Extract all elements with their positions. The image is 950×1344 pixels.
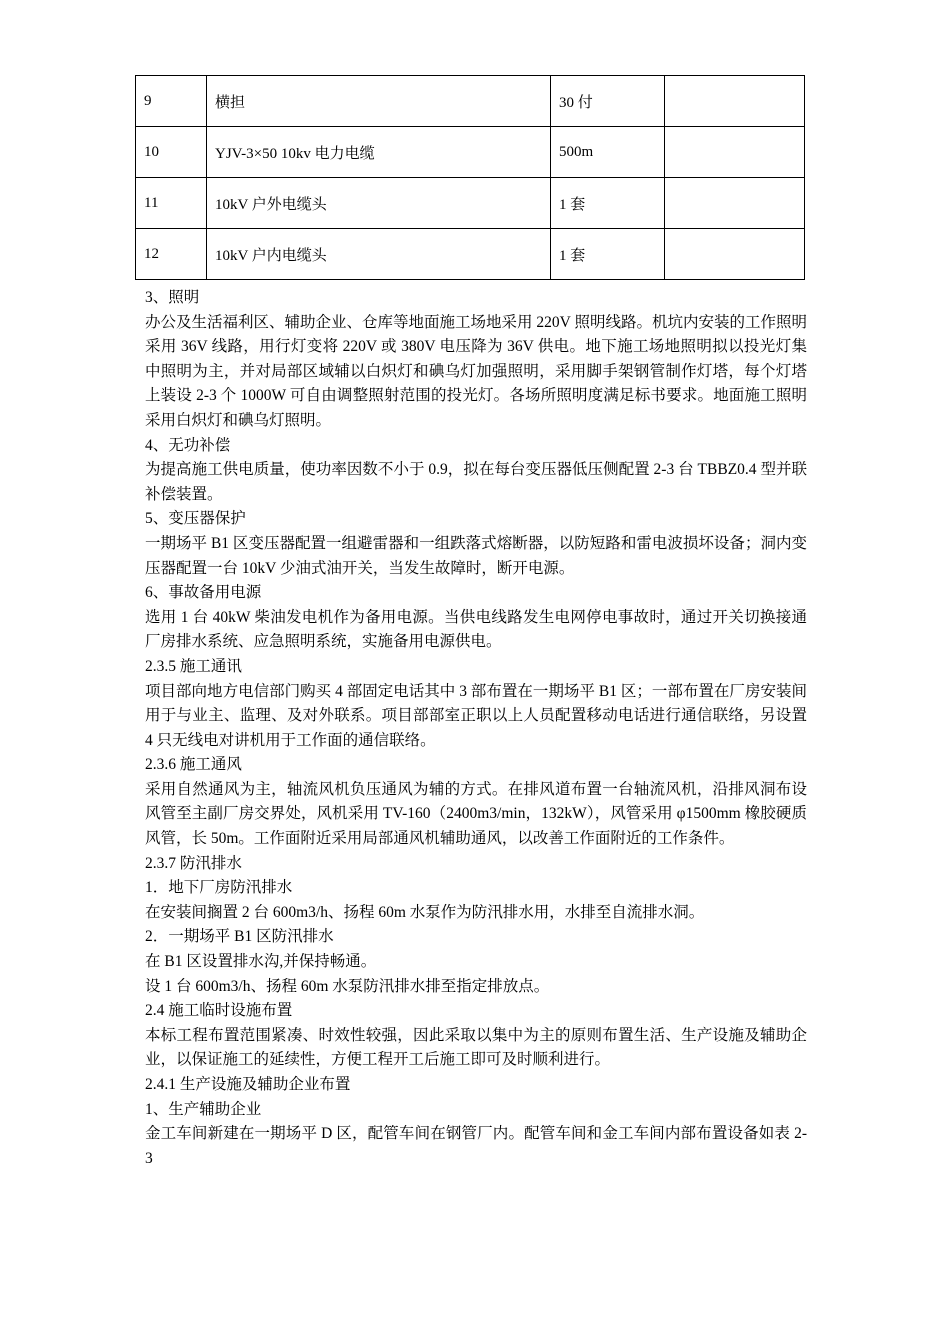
heading-lighting: 3、照明 xyxy=(145,289,200,306)
row-number-cell: 9 xyxy=(136,76,207,127)
item-name-cell: 横担 xyxy=(207,76,551,127)
paragraph-backup-power: 选用 1 台 40kW 柴油发电机作为备用电源。当供电线路发生电网停电事故时，通过开关切换接通厂房排水系统、应急照明系统，实施备用电源供电。 xyxy=(145,608,807,651)
paragraph-underground-drainage: 在安装间搁置 2 台 600m3/h、扬程 60m 水泵作为防汛排水用，水排至自流排水洞。 xyxy=(145,903,705,921)
paragraph-transformer-protection: 一期场平 B1 区变压器配置一组避雷器和一组跌落式熔断器，以防短路和雷电波损坏设备；洞内变压器配置一台 10kV 少油式油开关，当发生故障时，断开电源。 xyxy=(145,534,807,577)
note-cell xyxy=(665,178,805,229)
paragraph-lighting: 办公及生活福利区、辅助企业、仓库等地面施工场地采用 220V 照明线路。机坑内安装的工作照明采用 36V 线路，用行灯变将 220V 或 380V 电压降为 36V 供电。地下施工场地照明拟以投光灯集中照明为主，并对局部区域辅以白炽灯和碘乌灯加强照明，采用脚手架钢管制作灯塔，每个灯塔上装设 2-3 个 1000W 可自由调整照射范围的投光灯。各场所照明度满足标书要求。地面施工照明采用白炽灯和碘乌灯照明。 xyxy=(145,313,807,429)
heading-flood-drainage: 2.3.7 防汛排水 xyxy=(145,854,242,872)
heading-production-facilities: 2.4.1 生产设施及辅助企业布置 xyxy=(145,1076,351,1093)
equipment-table xyxy=(135,75,805,280)
paragraph-b1-pump: 设 1 台 600m3/h、扬程 60m 水泵防汛排水排至指定排放点。 xyxy=(145,977,550,995)
heading-ventilation: 2.3.6 施工通风 xyxy=(145,756,242,774)
note-cell xyxy=(665,76,805,127)
note-cell xyxy=(665,127,805,178)
row-number-cell: 11 xyxy=(136,178,207,229)
paragraph-ventilation: 采用自然通风为主，轴流风机负压通风为辅的方式。在排风道布置一台轴流风机，沿排风洞布设风管至主副厂房交界处，风机采用 TV-160（2400m3/min，132kW），风管采用 φ1500mm 橡胶硬质风管，长 50m。工作面附近采用局部通风机辅助通风，以改善工作面附近的工作条件。 xyxy=(145,780,807,848)
paragraph-communication: 项目部向地方电信部门购买 4 部固定电话其中 3 部布置在一期场平 B1 区；一部布置在厂房安装间用于与业主、监理、及对外联系。项目部部室正职以上人员配置移动电话进行通信联络，另设置 4 只无线电对讲机用于工作面的通信联络。 xyxy=(145,682,807,749)
quantity-cell: 1 套 xyxy=(551,229,665,280)
subheading-auxiliary-enterprises: 1、生产辅助企业 xyxy=(145,1100,262,1118)
table-row xyxy=(136,229,805,280)
table-row xyxy=(136,76,805,127)
note-cell xyxy=(665,229,805,280)
subheading-underground-drainage: 1．地下厂房防汛排水 xyxy=(145,879,293,897)
quantity-cell: 30 付 xyxy=(551,76,665,127)
paragraph-reactive-compensation: 为提高施工供电质量，使功率因数不小于 0.9，拟在每台变压器低压侧配置 2-3 台 TBBZ0.4 型并联补偿装置。 xyxy=(145,461,807,503)
quantity-cell: 500m xyxy=(551,127,665,178)
item-name-cell: YJV-3×50 10kv 电力电缆 xyxy=(207,127,551,178)
item-name-cell: 10kV 户外电缆头 xyxy=(207,178,551,229)
heading-transformer-protection: 5、变压器保护 xyxy=(145,510,246,528)
heading-reactive-compensation: 4、无功补偿 xyxy=(145,436,231,454)
paragraph-b1-ditch: 在 B1 区设置排水沟,并保持畅通。 xyxy=(145,953,377,971)
body-text xyxy=(145,286,807,1171)
heading-backup-power: 6、事故备用电源 xyxy=(145,584,262,602)
paragraph-temporary-facilities: 本标工程布置范围紧凑、时效性较强，因此采取以集中为主的原则布置生活、生产设施及辅助企业，以保证施工的延续性，方便工程开工后施工即可及时顺利进行。 xyxy=(145,1026,807,1069)
item-name-cell: 10kV 户内电缆头 xyxy=(207,229,551,280)
subheading-b1-drainage: 2．一期场平 B1 区防汛排水 xyxy=(145,928,334,946)
row-number-cell: 12 xyxy=(136,229,207,280)
heading-communication: 2.3.5 施工通讯 xyxy=(145,657,242,675)
paragraph-workshops: 金工车间新建在一期场平 D 区，配管车间在钢管厂内。配管车间和金工车间内部布置设备如表 2-3 xyxy=(145,1125,807,1167)
heading-temporary-facilities: 2.4 施工临时设施布置 xyxy=(145,1002,293,1020)
quantity-cell: 1 套 xyxy=(551,178,665,229)
row-number-cell: 10 xyxy=(136,127,207,178)
table-row xyxy=(136,127,805,178)
table-row xyxy=(136,178,805,229)
